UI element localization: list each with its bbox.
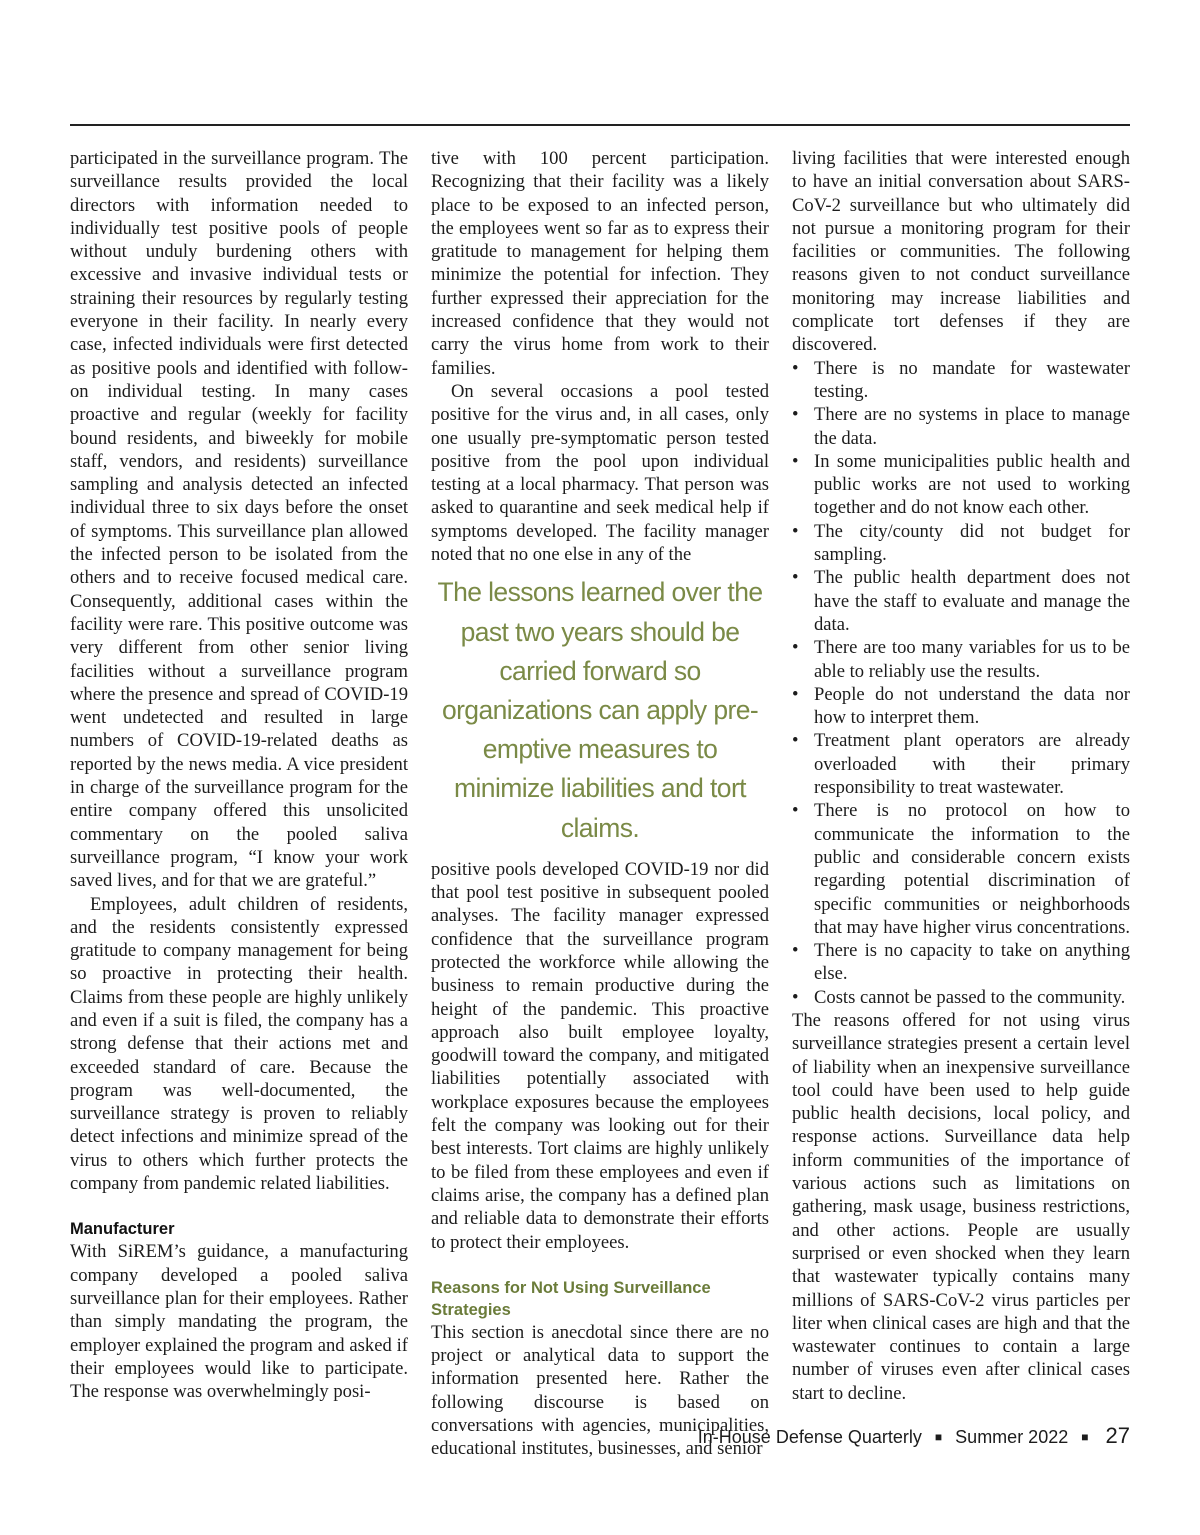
list-item: • Costs cannot be passed to the community.	[792, 986, 1130, 1009]
paragraph: Employees, adult children of residents, and the residents consistently expressed gratitude to company management for being so proactive in protecting their health. Claims from these people are highly unlikely and even if a suit is filed, the company has a strong defense that their actions met and exceeded standard of care. Because the program was well-documented, the surveillance strategy is proven to reliably detect infections and minimize spread of the virus to others which further protects the company from pandemic related liabilities.	[70, 893, 408, 1195]
list-item: • In some municipalities public health and public works are not used to working together and do not know each other.	[792, 450, 1130, 520]
section-heading-manufacturer: Manufacturer	[70, 1220, 175, 1239]
paragraph: tive with 100 percent participation. Recognizing that their facility was a likely place to be exposed to an infected person, the employees went so far as to express their gratitude to management for helping them minimize the potential for infection. They further expressed their appreciation for the increased confidence that they would not carry the virus home from work to their families.	[431, 148, 769, 379]
list-item: • Treatment plant operators are already overloaded with their primary responsibility to treat wastewater.	[792, 729, 1130, 799]
list-item: • People do not understand the data nor how to interpret them.	[792, 683, 1130, 730]
paragraph: This section is anecdotal since there are no project or analytical data to support the information presented here. Rather the following discourse is based on conversations with agencies, municipalities, educational institutes, businesses, and senior	[431, 1321, 769, 1460]
top-rule	[70, 124, 1130, 126]
issue-label: Summer 2022	[955, 1427, 1069, 1447]
paragraph: The reasons offered for not using virus surveillance strategies present a certain level of liability when an inexpensive surveillance tool could have been used to help guide public health decisions, local policy, and response actions. Surveillance data help inform communities of the importance of various actions such as limitations on gathering, mask usage, business restrictions, and other actions. People are usually surprised or even shocked when they learn that wastewater typically contains many millions of SARS-CoV-2 virus particles per liter when clinical cases are high and that the wastewater continues to contain a large number of viruses even after clinical cases start to decline.	[792, 1009, 1130, 1404]
list-item: • The public health department does not have the staff to evaluate and manage the data.	[792, 566, 1130, 636]
separator-square: ■	[934, 1430, 943, 1444]
separator-square: ■	[1081, 1430, 1089, 1444]
page-number: 27	[1105, 1423, 1130, 1448]
list-item: • The city/county did not budget for sampling.	[792, 520, 1130, 567]
paragraph: On several occasions a pool tested positive for the virus and, in all cases, only one usually pre-symptomatic person tested positive from the pool upon individual testing at a local pharmacy. That person was asked to quarantine and seek medical help if symptoms developed. The facility manager noted that no one else in any of the	[431, 380, 769, 566]
paragraph: positive pools developed COVID-19 nor did that pool test positive in subsequent pooled analyses. The facility manager expressed confidence that the surveillance program protected the workforce while allowing the business to remain productive during the height of the pandemic. This proactive approach also built employee loyalty, goodwill toward the company, and mitigated liabilities potentially associated with workplace exposures because the employees felt the company was looking out for their best interests. Tort claims are highly unlikely to be filed from these employees and even if claims arise, the company has a defined plan and reliable data to demonstrate their efforts to protect their employees.	[431, 858, 769, 1253]
reasons-list	[792, 357, 1130, 1009]
paragraph: With SiREM’s guidance, a manufacturing company developed a pooled saliva surveillance plan for their employees. Rather than simply mandating the program, the employer explained the program and asked if their employees would like to participate. The response was overwhelmingly posi-	[70, 1241, 408, 1403]
section-heading-reasons: Reasons for Not Using Surveillance Strategies	[431, 1278, 711, 1319]
column-2	[431, 147, 769, 1461]
list-item: • There is no mandate for wastewater testing.	[792, 357, 1130, 404]
pull-quote: The lessons learned over the past two years should be carried forward so organizations can apply pre-emptive measures to minimize liabilities and tort claims.	[437, 577, 763, 843]
paragraph: participated in the surveillance program. The surveillance results provided the local directors with information needed to individually test positive pools of people without unduly burdening others with excessive and invasive individual tests or straining their resources by regularly testing everyone in their facility. In nearly every case, infected individuals were first detected as positive pools and identified with follow-on individual testing. In many cases proactive and regular (weekly for facility bound residents, and biweekly for mobile staff, vendors, and residents) surveillance sampling and analysis detected an infected individual three to six days before the onset of symptoms. This surveillance plan allowed the infected person to be isolated from the others and to receive focused medical care. Consequently, additional cases within the facility were rare. This positive outcome was very different from other senior living facilities without a surveillance program where the presence and spread of COVID-19 went undetected and resulted in large numbers of COVID-19-related deaths as reported by the news media. A vice president in charge of the surveillance program for the entire company offered this unsolicited commentary on the pooled saliva surveillance program, “I know your work saved lives, and for that we are grateful.”	[70, 148, 408, 892]
list-item: • There are too many variables for us to be able to reliably use the results.	[792, 636, 1130, 683]
publication-name: In-House Defense Quarterly	[697, 1427, 922, 1447]
list-item: • There is no capacity to take on anything else.	[792, 939, 1130, 986]
column-1	[70, 147, 408, 1403]
column-3	[792, 147, 1130, 1405]
paragraph: living facilities that were interested enough to have an initial conversation about SARS-CoV-2 surveillance but who ultimately did not pursue a monitoring program for their facilities or communities. The following reasons given to not conduct surveillance monitoring may increase liabilities and complicate tort defenses if they are discovered.	[792, 148, 1130, 356]
list-item: • There is no protocol on how to communicate the information to the public and considerable concern exists regarding potential discrimination of specific communities or neighborhoods that may have higher virus concentrations.	[792, 799, 1130, 939]
page-footer	[698, 1423, 1130, 1449]
list-item: • There are no systems in place to manage the data.	[792, 403, 1130, 450]
